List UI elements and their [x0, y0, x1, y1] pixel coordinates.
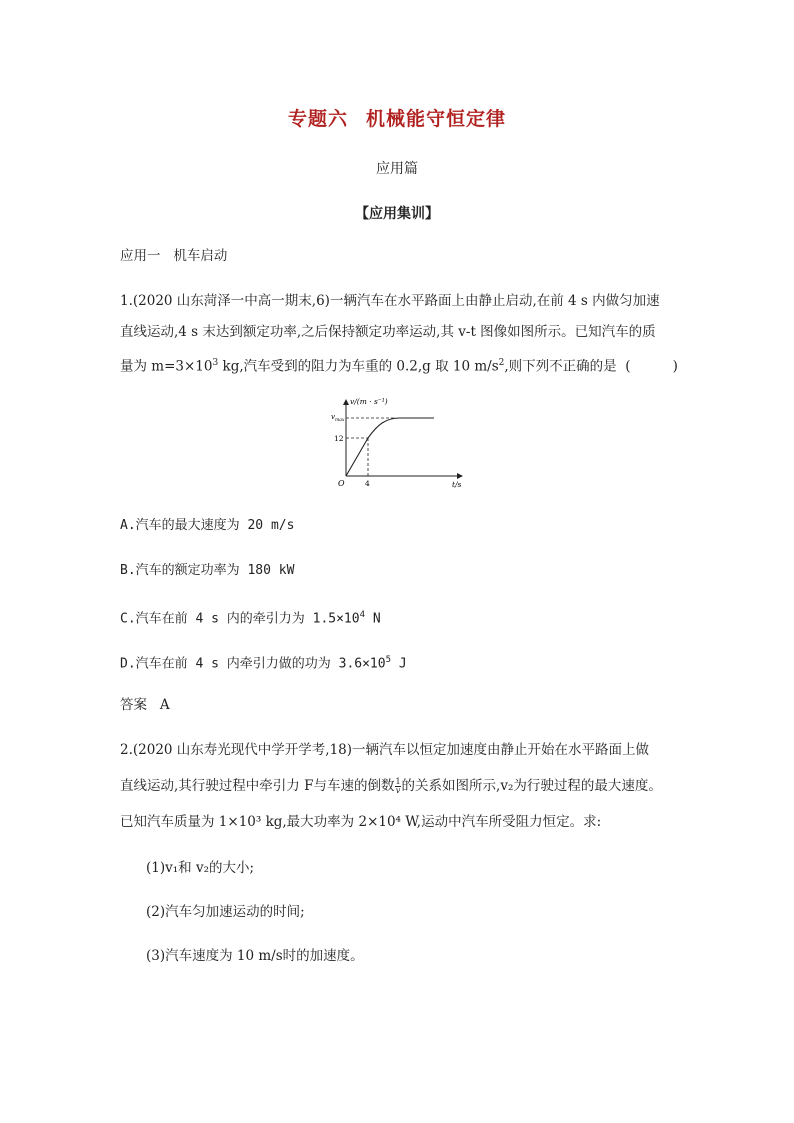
section-heading: 【应用集训】	[355, 206, 439, 222]
inverse-velocity-fraction: $\frac{1}{v}$	[395, 777, 401, 795]
q2-subquestion-1: (1)v₁和 v₂的大小;	[146, 860, 255, 876]
answer-line	[120, 695, 680, 715]
topic-label: 应用一	[120, 248, 161, 264]
topic-heading	[120, 246, 680, 266]
option-c	[120, 605, 680, 629]
answer-bracket-close: )	[672, 358, 678, 375]
option-d-exponent: 5	[385, 655, 391, 665]
q1-line-3-part-1: 量为 m=3×10	[120, 358, 213, 375]
option-d	[120, 650, 680, 674]
origin-label: O	[338, 479, 345, 488]
option-d-unit: J	[391, 656, 407, 672]
y-tick-12: 12	[334, 434, 344, 443]
q2-line-1: 2.(2020 山东寿光现代中学开学考,18)一辆汽车以恒定加速度由静止开始在水平路面上做	[120, 742, 650, 758]
subtitle: 应用篇	[376, 161, 418, 177]
q2-line-3: 已知汽车质量为 1×10³ kg,最大功率为 2×10⁴ W,运动中汽车所受阻力恒定。求:	[120, 814, 602, 830]
q1-line-3-part-2: kg,汽车受到的阻力为车重的 0.2,g 取 10 m/s	[218, 358, 499, 375]
q2-line-2-part-2: 的关系如图所示,v₂为行驶过程的最大速度。	[401, 778, 662, 794]
page-title	[0, 104, 794, 131]
topic-name: 机车启动	[173, 248, 228, 264]
option-c-unit: N	[365, 611, 381, 627]
vt-graph	[322, 394, 470, 488]
answer-value: A	[159, 697, 170, 713]
option-d-text: D.汽车在前 4 s 内牵引力做的功为 3.6×10	[120, 656, 386, 672]
option-b: B.汽车的额定功率为 180 kW	[120, 563, 295, 578]
q2-subquestion-3: (3)汽车速度为 10 m/s时的加速度。	[146, 948, 364, 964]
q1-exponent: 3	[212, 358, 219, 368]
q2-subquestion-2: (2)汽车匀加速运动的时间;	[146, 904, 305, 920]
q1-line-3-part-3: ,则下列不正确的是	[504, 358, 617, 375]
title-topic: 专题六	[287, 108, 348, 130]
q1-line-2: 直线运动,4 s 末达到额定功率,之后保持额定功率运动,其 v-t 图像如图所示。已知汽车的质	[120, 324, 656, 340]
vmax-label: $v_{max}$	[331, 413, 345, 423]
y-axis-label: v/(m · s⁻¹)	[350, 397, 388, 406]
velocity-curve	[346, 418, 434, 476]
option-c-text: C.汽车在前 4 s 内的牵引力为 1.5×10	[120, 611, 360, 627]
answer-bracket-open: (	[625, 358, 631, 375]
title-name: 机械能守恒定律	[366, 108, 507, 130]
x-axis-label: t/s	[452, 480, 462, 488]
q1-exponent-2: 2	[498, 358, 505, 368]
x-tick-4: 4	[365, 479, 370, 488]
q1-line-1: 1.(2020 山东菏泽一中高一期末,6)一辆汽车在水平路面上由静止启动,在前 4 s 内做匀加速	[120, 293, 660, 309]
option-c-exponent: 4	[359, 610, 365, 620]
answer-label: 答案	[120, 697, 147, 713]
q1-line-3	[120, 353, 680, 377]
q2-line-2	[120, 776, 680, 796]
q2-line-2-part-1: 直线运动,其行驶过程中牵引力 F与车速的倒数	[120, 778, 395, 794]
option-a: A.汽车的最大速度为 20 m/s	[120, 518, 295, 533]
